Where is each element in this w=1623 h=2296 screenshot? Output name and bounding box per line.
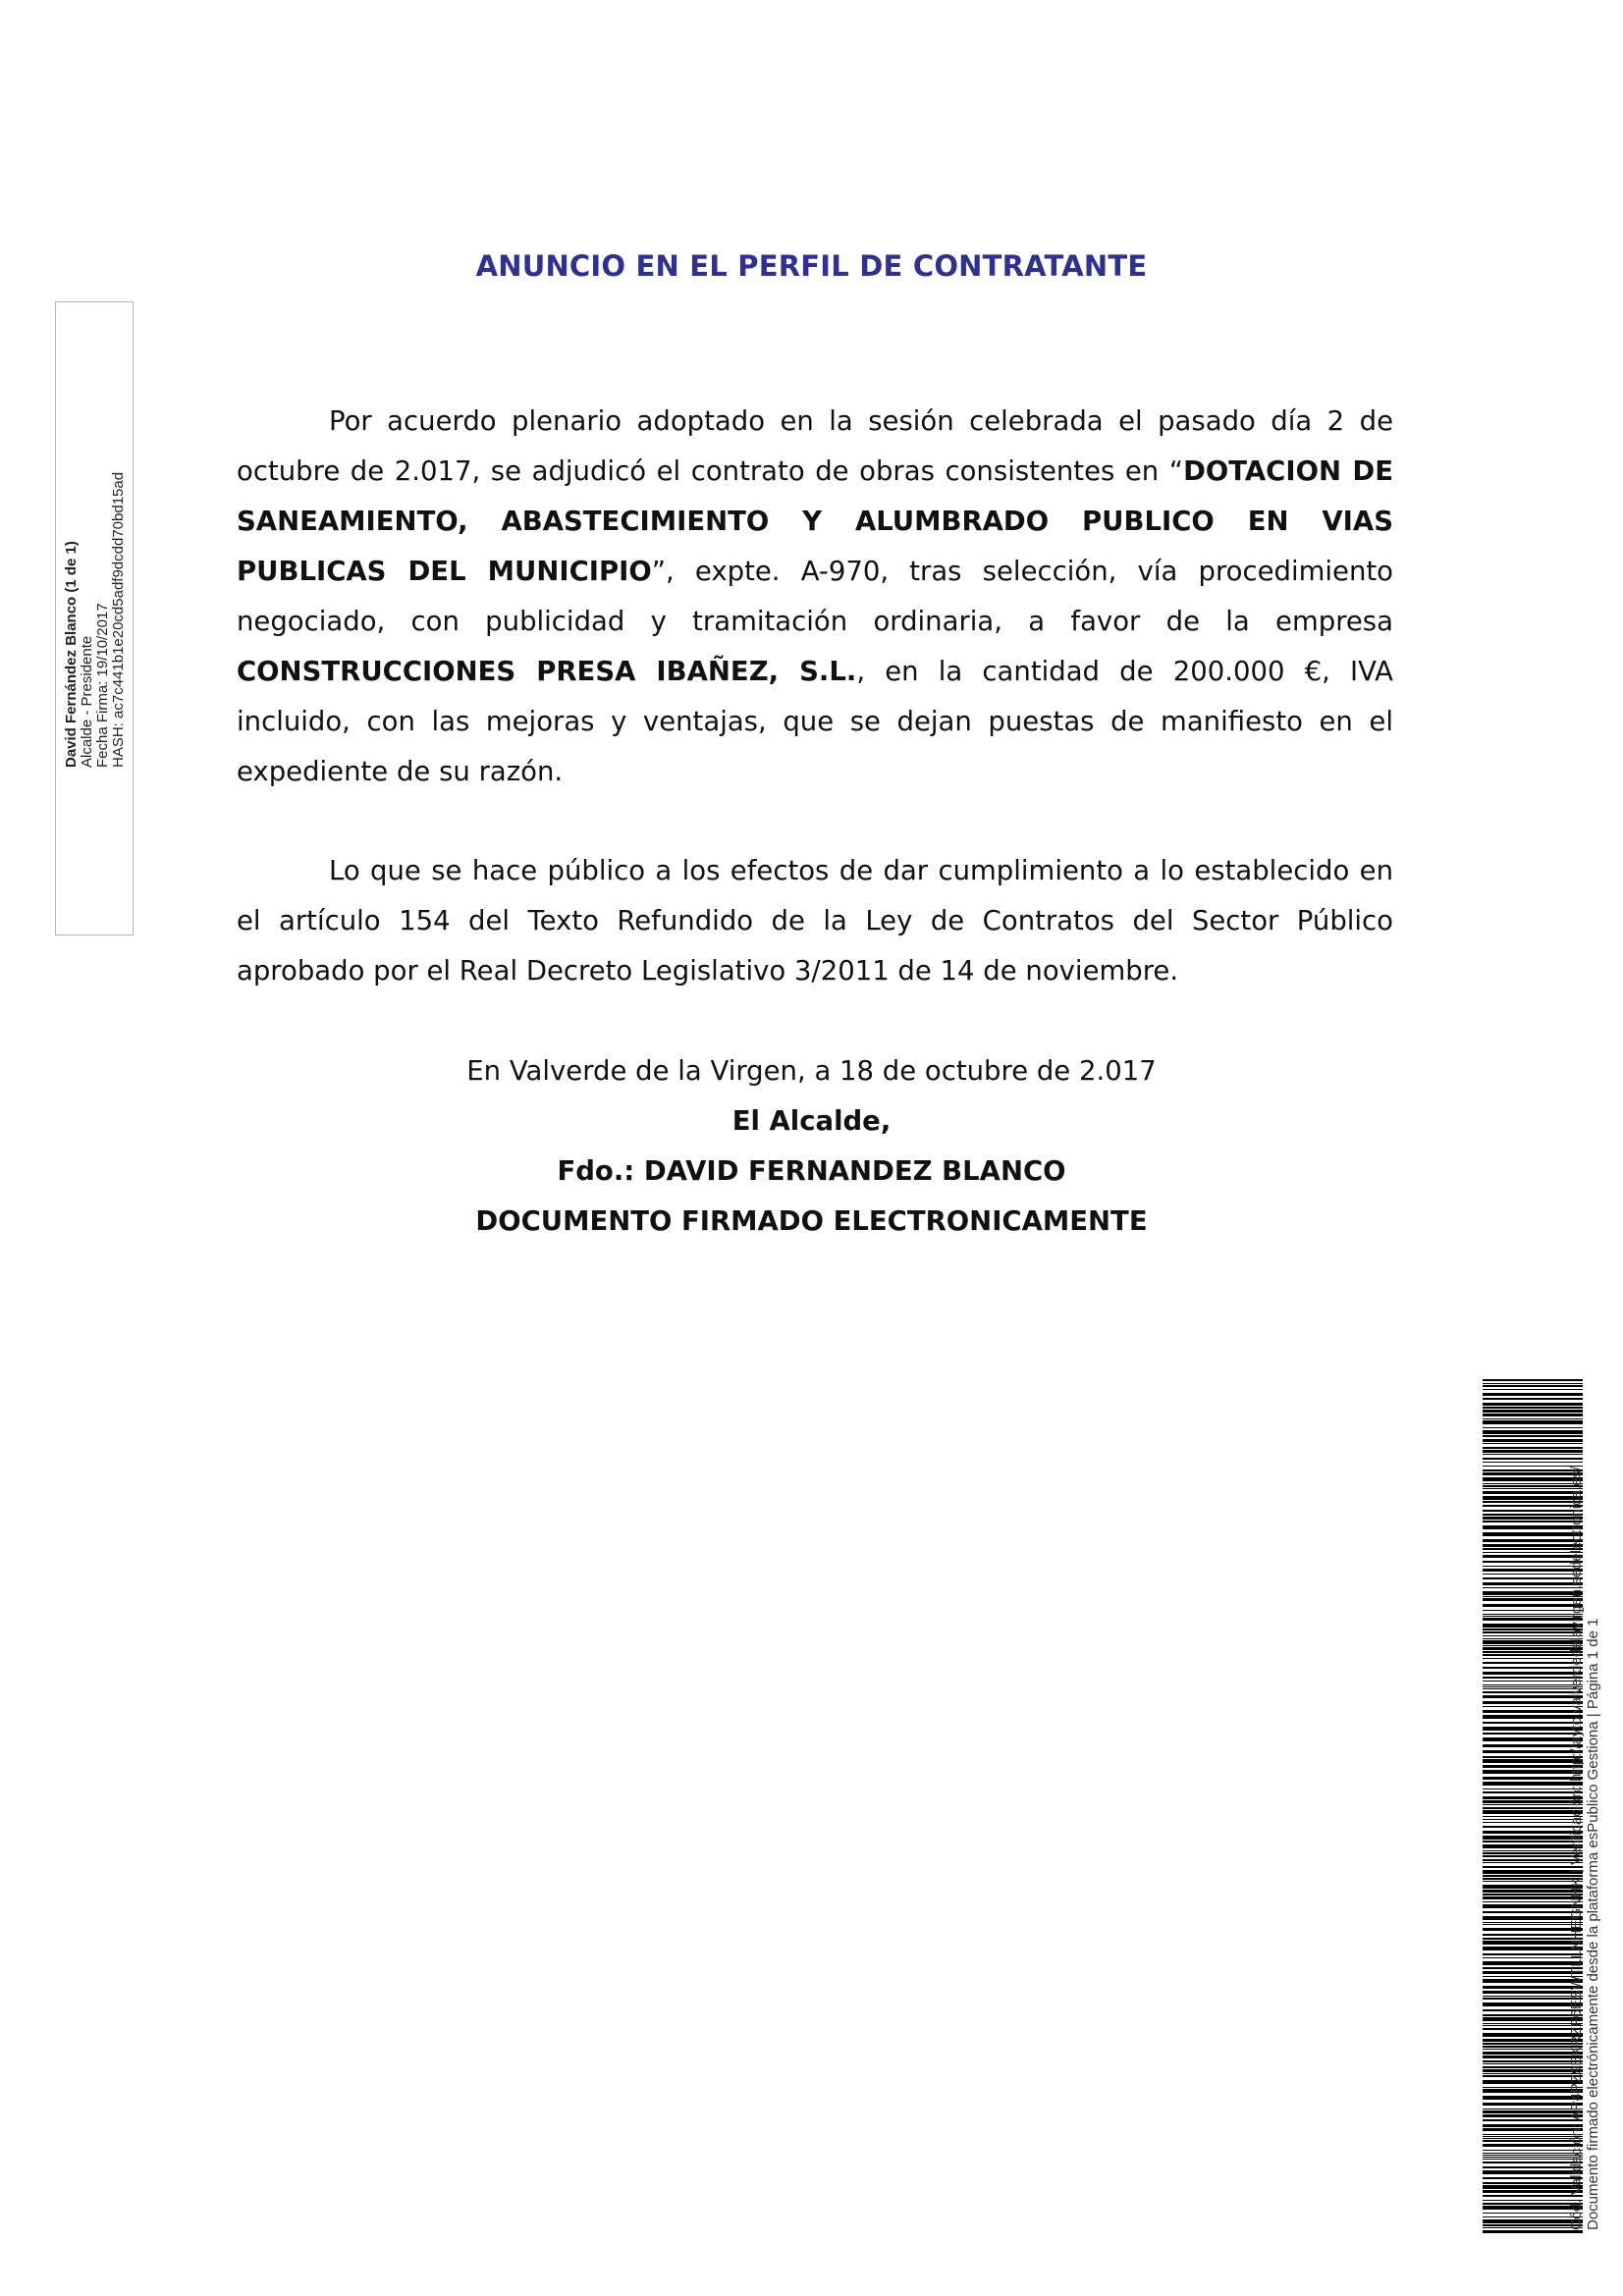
paragraph1-text-3: , en la cantidad de 200.000 €, IVA incluido, con las mejoras y ventajas, que se dejan puestas de manifiesto en el expediente de su razón.: [237, 656, 1393, 787]
barcode-bar: [1483, 1383, 1583, 1384]
barcode-bar: [1483, 1389, 1583, 1390]
barcode-bar: [1483, 1418, 1583, 1419]
barcode-bar: [1483, 1430, 1583, 1434]
barcode-bar: [1483, 2230, 1583, 2233]
page-title: ANUNCIO EN EL PERFIL DE CONTRATANTE: [475, 249, 1148, 283]
barcode-bar: [1483, 1435, 1583, 1437]
electronic-signature-note: DOCUMENTO FIRMADO ELECTRONICAMENTE: [475, 1205, 1148, 1237]
place-date: En Valverde de la Virgen, a 18 de octubre de 2.017: [466, 1055, 1157, 1087]
stamp-position: Alcalde - Presidente: [79, 635, 95, 768]
paragraph1-text-1: Por acuerdo plenario adoptado en la sesión celebrada el pasado día 2 de octubre de 2.017, se adjudicó el contrato de obras consistentes en “: [237, 405, 1393, 487]
barcode-bar: [1483, 1427, 1583, 1428]
barcode-bar: [1483, 1385, 1583, 1387]
stamp-signer: David Fernández Blanco (1 de 1): [63, 541, 80, 768]
signer-role: El Alcalde,: [731, 1105, 892, 1137]
barcode-bar: [1483, 1379, 1583, 1381]
barcode-bar: [1483, 1458, 1583, 1460]
barcode-bar: [1483, 1410, 1583, 1413]
body-paragraph-adjudication: [237, 397, 1393, 797]
signature-stamp-text: [64, 472, 127, 768]
company-name: CONSTRUCCIONES PRESA IBAÑEZ, S.L.: [237, 656, 857, 687]
barcode-bar: [1483, 1393, 1583, 1396]
stamp-date: Fecha Firma: 19/10/2017: [94, 603, 111, 768]
barcode-bar: [1483, 1407, 1583, 1409]
signer-name: Fdo.: DAVID FERNANDEZ BLANCO: [557, 1155, 1066, 1187]
verification-code-line: Cód. Validación: AP4PZ9EKRZF6ESWTLLNHEGNHK | Verificación: http://ayto.valverdedelavirgen.sedelectronica.es/: [1568, 1466, 1585, 2230]
verification-footer: [1568, 1467, 1601, 2230]
barcode-bar: [1483, 1462, 1583, 1463]
barcode-bar: [1483, 1403, 1583, 1406]
barcode-bar: [1483, 1414, 1583, 1416]
contract-name: DOTACION DE SANEAMIENTO, ABASTECIMIENTO Y ALUMBRADO PUBLICO EN VIAS PUBLICAS DEL MUNICIPIO: [237, 455, 1393, 587]
paragraph1-text-2: ”, expte. A-970, tras selección, vía procedimiento negociado, con publicidad y tramitación ordinaria, a favor de la empresa: [237, 556, 1393, 637]
platform-note-line: Documento firmado electrónicamente desde la plataforma esPublico Gestiona | Página 1 de 1: [1585, 1618, 1601, 2230]
barcode-bar: [1483, 1439, 1583, 1442]
barcode-bar: [1483, 1454, 1583, 1455]
barcode-bar: [1483, 1398, 1583, 1400]
barcode-bar: [1483, 1420, 1583, 1424]
body-paragraph-publication: Lo que se hace público a los efectos de dar cumplimiento a lo establecido en el artículo 154 del Texto Refundido de la Ley de Contratos del Sector Público aprobado por el Real Decreto Legislativo 3/2011 de 14 de noviembre.: [237, 855, 1393, 987]
stamp-hash: HASH: ac7c441b1e20cd5adf9dcdd70bd15ad: [110, 471, 127, 768]
barcode-bar: [1483, 1447, 1583, 1449]
barcode-bar: [1483, 1443, 1583, 1444]
barcode-bar: [1483, 1450, 1583, 1453]
